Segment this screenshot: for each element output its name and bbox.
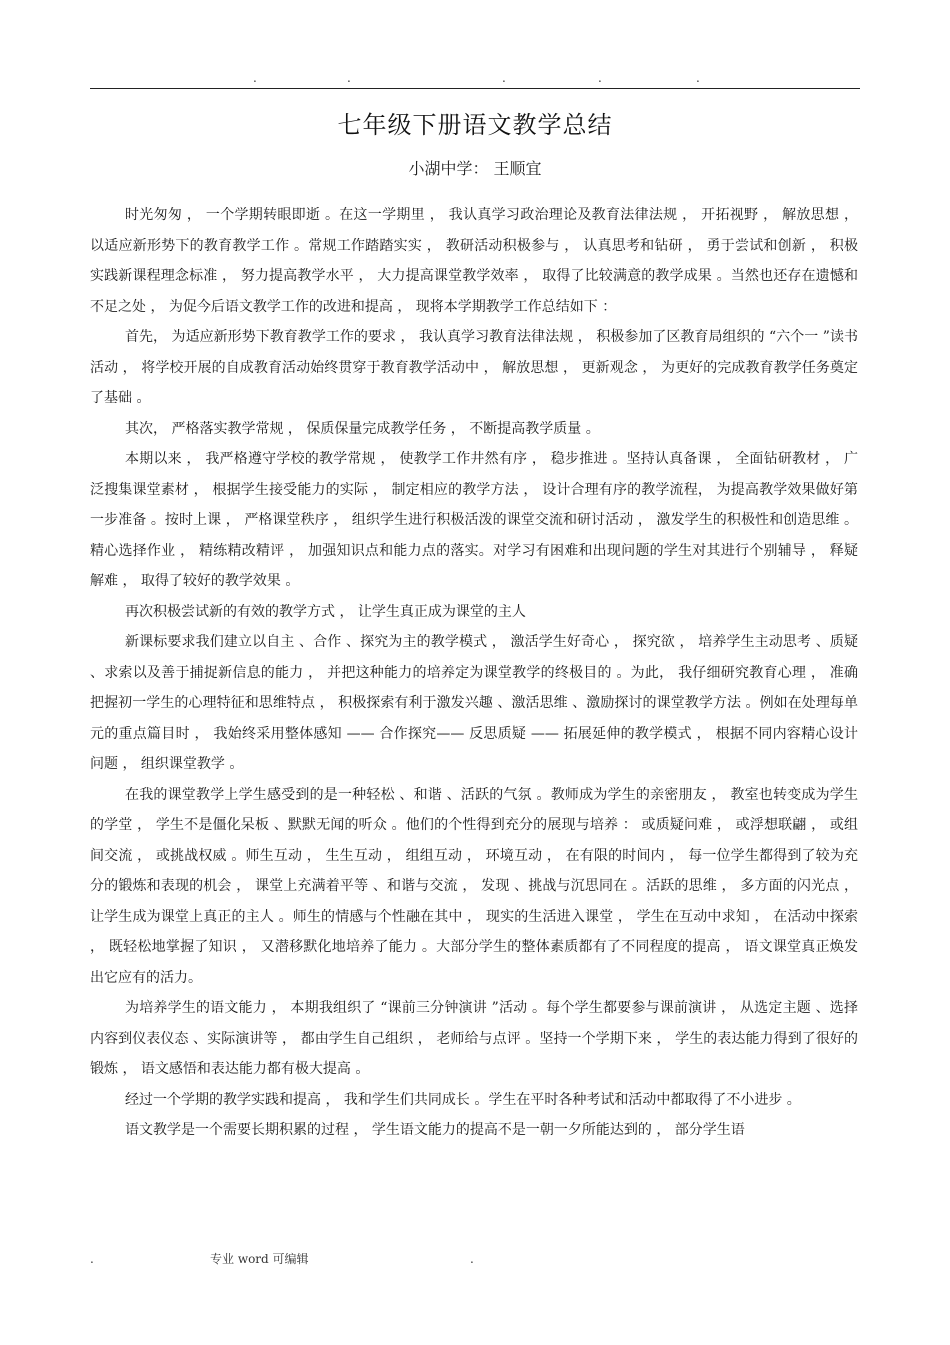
header-rule	[90, 88, 860, 89]
document-author: 小湖中学： 王顺宜	[408, 159, 542, 178]
header-dot: .	[598, 71, 602, 85]
paragraph: 再次积极尝试新的有效的教学方式 ， 让学生真正成为课堂的主人	[125, 603, 526, 620]
paragraph: 在我的课堂教学上学生感受到的是一种轻松 、和谐 、活跃的气氛 。教师成为学生的亲密朋友 ， 教室也转变成为学生的学堂 ， 学生不是僵化呆板 、默默无闻的听众 。他们的个性得到充分的展现与培养 ： 或质疑问难 ， 或浮想联翩 ， 或组间交流 ， 或挑战权威 。师生互动 ， 生生互动 ， 组组互动 ， 环境互动 ， 在有限的时间内 ， 每一位学生都得到了较为充分的锻炼和表现的机会 ， 课堂上充满着平等 、和谐与交流 ， 发现 、挑战与沉思同在 。活跃的思维 ， 多方面的闪光点 ， 让学生成为课堂上真正的主人 。师生的情感与个性融在其中 ， 现实的生活进入课堂 ， 学生在互动中求知 ， 在活动中探索 ， 既轻松地掌握了知识 ， 又潜移默化地培养了能力 。大部分学生的整体素质都有了不同程度的提高 ， 语文课堂真正焕发出它应有的活力。	[90, 786, 858, 986]
paragraph: 经过一个学期的教学实践和提高 ， 我和学生们共同成长 。学生在平时各种考试和活动中都取得了不小进步 。	[125, 1091, 801, 1108]
paragraph: 首先， 为适应新形势下教育教学工作的要求 ， 我认真学习教育法律法规 ， 积极参加了区教育局组织的 “六个一 ”读书活动 ， 将学校开展的自成教育活动始终贯穿于教育教学活动中 ， 解放思想 ， 更新观念 ， 为更好的完成教育教学任务奠定了基础 。	[90, 329, 858, 406]
header-dot: .	[253, 71, 257, 85]
header-dots	[90, 72, 860, 88]
document-body	[90, 200, 858, 1146]
document-title: 七年级下册语文教学总结	[337, 111, 613, 139]
paragraph: 时光匆匆 ， 一个学期转眼即逝 。在这一学期里 ， 我认真学习政治理论及教育法律法规 ， 开拓视野 ， 解放思想 ， 以适应新形势下的教育教学工作 。常规工作踏踏实实 ， 教研活动积极参与 ， 认真思考和钻研 ， 勇于尝试和创新 ， 积极实践新课程理念标准 ， 努力提高教学水平 ， 大力提高课堂教学效率 ， 取得了比较满意的教学成果 。当然也还存在遗憾和不足之处 ， 为促今后语文教学工作的改进和提高 ， 现将本学期教学工作总结如下 ：	[90, 207, 858, 315]
footer-right-mark: .	[470, 1252, 474, 1266]
footer-label: 专业 word 可编辑	[210, 1252, 309, 1266]
paragraph: 语文教学是一个需要长期积累的过程 ， 学生语文能力的提高不是一朝一夕所能达到的 ， 部分学生语	[125, 1122, 745, 1138]
footer-left-mark: .	[90, 1252, 94, 1266]
header-dot: .	[502, 71, 506, 85]
header-dot: .	[347, 71, 351, 85]
paragraph: 其次， 严格落实教学常规 ， 保质保量完成教学任务 ， 不断提高教学质量 。	[125, 420, 600, 437]
paragraph: 为培养学生的语文能力 ， 本期我组织了 “课前三分钟演讲 ”活动 。每个学生都要参与课前演讲 ， 从选定主题 、选择内容到仪表仪态 、实际演讲等 ， 都由学生自己组织 ， 老师给与点评 。坚持一个学期下来 ， 学生的表达能力得到了很好的锻炼 ， 语文感悟和表达能力都有极大提高 。	[90, 1000, 858, 1077]
paragraph: 本期以来 ， 我严格遵守学校的教学常规 ， 使教学工作井然有序 ， 稳步推进 。坚持认真备课 ， 全面钻研教材 ， 广泛搜集课堂素材 ， 根据学生接受能力的实际 ， 制定相应的教学方法 ， 设计合理有序的教学流程， 为提高教学效果做好第一步准备 。按时上课 ， 严格课堂秩序 ， 组织学生进行积极活泼的课堂交流和研讨活动 ， 激发学生的积极性和创造思维 。精心选择作业 ， 精练精改精评 ， 加强知识点和能力点的落实。对学习有困难和出现问题的学生对其进行个别辅导 ， 释疑解难 ， 取得了较好的教学效果 。	[90, 451, 858, 589]
paragraph: 新课标要求我们建立以自主 、合作 、探究为主的教学模式 ， 激活学生好奇心 ， 探究欲 ， 培养学生主动思考 、质疑 、求索以及善于捕捉新信息的能力 ， 并把这种能力的培养定为课堂教学的终极目的 。为此， 我仔细研究教育心理 ， 准确把握初一学生的心理特征和思维特点 ， 积极探索有利于激发兴趣 、激活思维 、激励探讨的课堂教学方法 。例如在处理每单元的重点篇目时 ， 我始终采用整体感知 —— 合作探究—— 反思质疑 —— 拓展延伸的教学模式 ， 根据不同内容精心设计问题 ， 组织课堂教学 。	[90, 634, 858, 772]
header-dot: .	[696, 71, 700, 85]
